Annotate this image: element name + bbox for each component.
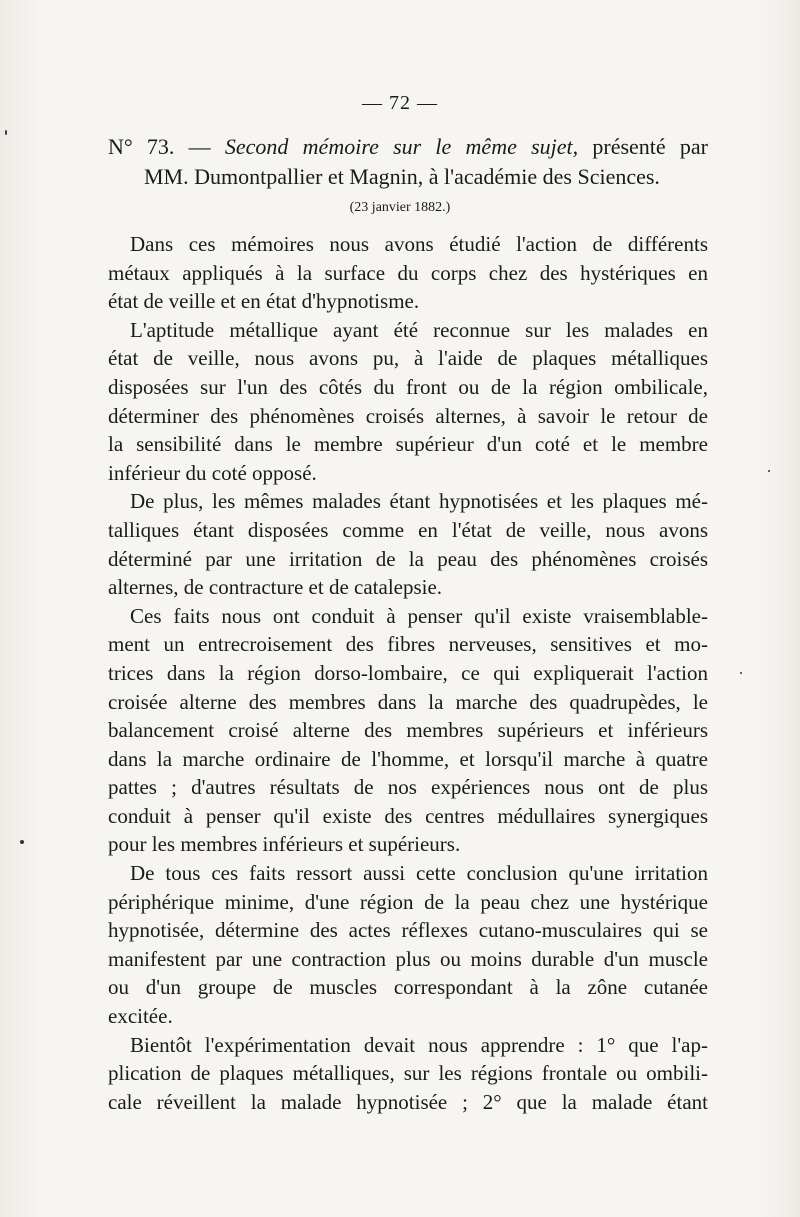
heading-date: (23 janvier 1882.) — [349, 200, 451, 215]
text-line: pour les membres inférieurs et supérieurs. — [108, 832, 461, 857]
heading-title-italic: Second mémoire sur le même sujet, — [224, 134, 579, 159]
text-line: Ces faits nous ont conduit à penser qu'il existe vraisemblable- — [130, 603, 708, 628]
text-line: conduit à penser qu'il existe des centres médullaires synergiques — [108, 803, 708, 828]
text-line: ou d'un groupe de muscles correspondant à la zône cutanée — [108, 975, 708, 1000]
text-line: trices dans la région dorso-lombaire, ce qui expliquerait l'action — [108, 660, 708, 685]
text-line: état de veille et en état d'hypnotisme. — [108, 289, 420, 314]
heading-suffix: présenté par — [578, 134, 709, 159]
text-line: cale réveillent la malade hypnotisée ; 2° que la malade étant — [108, 1089, 708, 1114]
text-line: dans la marche ordinaire de l'homme, et lorsqu'il marche à quatre — [108, 746, 708, 771]
heading-line-2: MM. Dumontpallier et Magnin, à l'académie des Sciences. — [144, 164, 660, 189]
text-line: périphérique minime, d'une région de la peau chez une hystérique — [108, 889, 708, 914]
section-heading — [108, 132, 708, 192]
body-text — [108, 230, 708, 1116]
text-line: métaux appliqués à la surface du corps chez des hystériques en — [108, 260, 708, 285]
text-line: De tous ces faits ressort aussi cette conclusion qu'une irritation — [130, 861, 708, 886]
paragraph — [108, 859, 708, 1031]
text-line: alternes, de contracture et de catalepsie. — [108, 575, 443, 600]
text-line: L'aptitude métallique ayant été reconnue sur les malades en — [130, 317, 708, 342]
text-line: talliques étant disposées comme en l'état de veille, nous avons — [108, 517, 708, 542]
text-line: De plus, les mêmes malades étant hypnotisées et les plaques mé- — [130, 489, 708, 514]
paragraph — [108, 230, 708, 316]
text-line: état de veille, nous avons pu, à l'aide de plaques métalliques — [108, 346, 708, 371]
text-line: Dans ces mémoires nous avons étudié l'action de différents — [130, 232, 708, 256]
heading-prefix: N° 73. — — [108, 134, 225, 159]
text-line: croisée alterne des membres dans la marche des quadrupèdes, le — [108, 689, 708, 714]
paragraph — [108, 1031, 708, 1117]
scan-speck — [768, 470, 770, 472]
text-line: inférieur du coté opposé. — [108, 460, 317, 485]
text-line: Bientôt l'expérimentation devait nous apprendre : 1° que l'ap- — [130, 1032, 708, 1057]
text-line: excitée. — [108, 1004, 173, 1029]
text-line: manifestent par une contraction plus ou moins durable d'un muscle — [108, 946, 708, 971]
text-line: la sensibilité dans le membre supérieur d'un coté et le membre — [108, 432, 708, 457]
page-number: — 72 — — [362, 92, 438, 114]
text-line: disposées sur l'un des côtés du front ou de la région ombilicale, — [108, 374, 708, 399]
heading-line-1 — [108, 132, 708, 162]
text-line: déterminé par une irritation de la peau des phénomènes croisés — [108, 546, 708, 571]
text-line: déterminer des phénomènes croisés alternes, à savoir le retour de — [108, 403, 708, 428]
paragraph — [108, 602, 708, 859]
text-line: plication de plaques métalliques, sur les régions frontale ou ombili- — [108, 1061, 708, 1086]
paragraph — [108, 487, 708, 601]
text-line: ment un entrecroisement des fibres nerveuses, sensitives et mo- — [108, 632, 708, 657]
scan-speck — [5, 130, 7, 135]
text-line: balancement croisé alterne des membres supérieurs et inférieurs — [108, 718, 708, 743]
scan-speck — [740, 672, 742, 674]
text-line: hypnotisée, détermine des actes réflexes cutano-musculaires qui se — [108, 918, 708, 943]
text-line: pattes ; d'autres résultats de nos expériences nous ont de plus — [108, 775, 708, 800]
scan-speck — [20, 840, 24, 844]
paragraph — [108, 316, 708, 488]
